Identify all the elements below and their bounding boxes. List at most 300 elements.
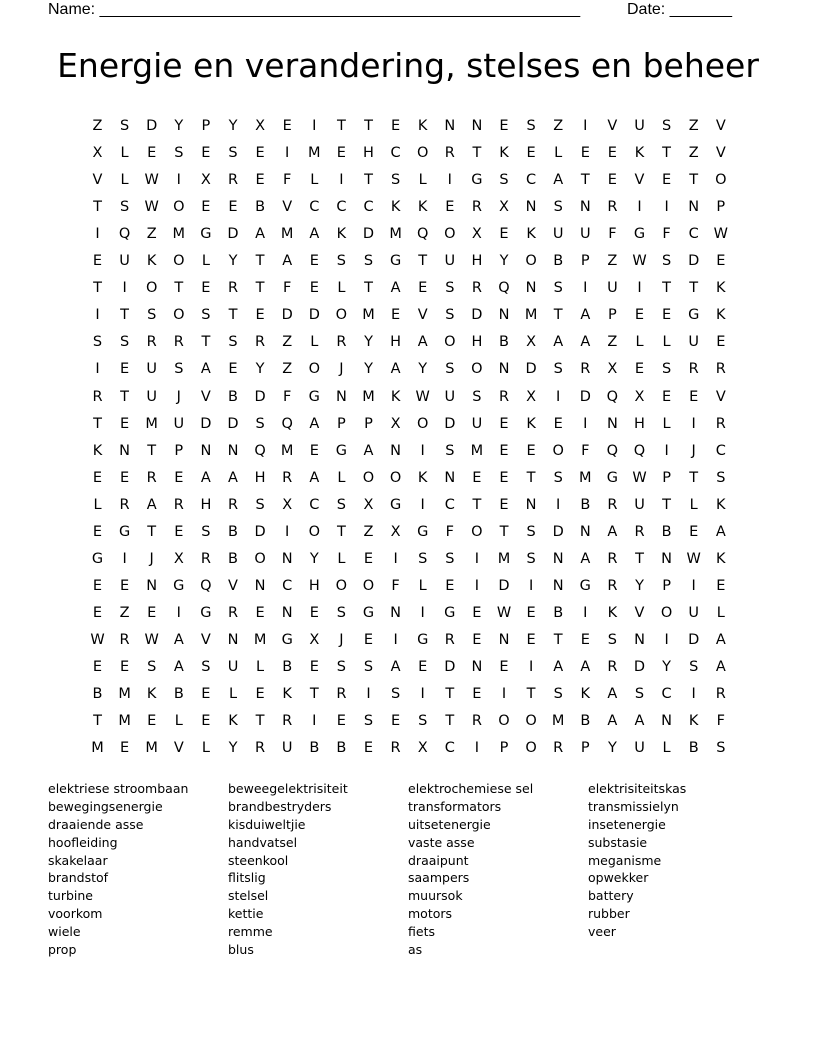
grid-letter: L bbox=[201, 740, 210, 757]
word-item: battery bbox=[588, 888, 634, 904]
grid-row bbox=[84, 492, 734, 519]
word-column bbox=[408, 780, 588, 959]
grid-letter: I bbox=[583, 604, 588, 621]
grid-letter: L bbox=[201, 253, 210, 270]
grid-letter: E bbox=[336, 713, 346, 730]
grid-letter: E bbox=[255, 172, 265, 189]
grid-letter: R bbox=[146, 469, 157, 486]
grid-letter: S bbox=[336, 496, 346, 513]
grid-letter: O bbox=[444, 226, 456, 243]
grid-letter: E bbox=[309, 659, 319, 675]
grid-letter: E bbox=[174, 469, 184, 486]
grid-letter: L bbox=[228, 686, 238, 703]
grid-letter: S bbox=[553, 280, 563, 297]
grid-letter: F bbox=[283, 280, 292, 297]
word-item: insetenergie bbox=[588, 816, 666, 832]
grid-letter: I bbox=[474, 577, 480, 594]
grid-letter: E bbox=[634, 307, 645, 324]
grid-letter: E bbox=[662, 172, 672, 189]
grid-letter: E bbox=[580, 631, 590, 648]
grid-letter: S bbox=[716, 469, 726, 486]
grid-letter: I bbox=[95, 226, 100, 243]
grid-letter: D bbox=[227, 226, 239, 243]
grid-letter: X bbox=[526, 388, 537, 405]
grid-letter: U bbox=[552, 226, 564, 243]
grid-row bbox=[84, 194, 734, 221]
grid-letter: P bbox=[580, 253, 590, 270]
word-item: turbine bbox=[48, 888, 93, 904]
grid-letter: B bbox=[580, 713, 591, 730]
grid-letter: O bbox=[660, 604, 673, 621]
grid-letter: D bbox=[444, 659, 456, 675]
word-item: bewegingsenergie bbox=[48, 798, 163, 814]
grid-letter: S bbox=[119, 334, 130, 351]
grid-letter: L bbox=[337, 550, 346, 567]
grid-letter: E bbox=[92, 577, 103, 594]
grid-letter: I bbox=[420, 442, 425, 459]
grid-letter: E bbox=[147, 604, 157, 621]
grid-letter: Z bbox=[92, 118, 103, 134]
grid-letter: B bbox=[228, 523, 238, 540]
grid-letter: Q bbox=[498, 280, 510, 297]
word-column bbox=[588, 780, 768, 941]
grid-letter: E bbox=[716, 334, 726, 351]
grid-letter: M bbox=[524, 307, 538, 324]
grid-letter: I bbox=[664, 442, 669, 459]
grid-letter: T bbox=[553, 307, 563, 324]
word-item: rubber bbox=[588, 906, 630, 922]
grid-letter: Y bbox=[499, 253, 509, 270]
grid-letter: A bbox=[715, 659, 726, 675]
grid-letter: A bbox=[309, 226, 320, 243]
grid-letter: R bbox=[607, 659, 618, 675]
grid-letter: I bbox=[312, 118, 317, 134]
grid-letter: D bbox=[200, 415, 212, 432]
word-item: motors bbox=[408, 906, 453, 922]
word-item: draaipunt bbox=[408, 852, 469, 868]
grid-letter: N bbox=[119, 442, 131, 459]
grid-letter: K bbox=[688, 713, 699, 730]
grid-letter: E bbox=[92, 659, 103, 675]
grid-letter: R bbox=[607, 199, 618, 216]
grid-letter: E bbox=[580, 145, 590, 162]
grid-letter: T bbox=[147, 523, 157, 540]
grid-letter: O bbox=[498, 713, 510, 730]
grid-letter: C bbox=[363, 199, 374, 216]
grid-letter: Z bbox=[688, 118, 699, 134]
grid-letter: R bbox=[200, 550, 211, 567]
grid-letter: Y bbox=[174, 118, 184, 134]
grid-letter: G bbox=[444, 604, 456, 621]
word-item: transmissielyn bbox=[588, 798, 679, 814]
grid-letter: E bbox=[472, 604, 482, 621]
grid-letter: G bbox=[471, 172, 483, 189]
grid-letter: O bbox=[525, 740, 537, 757]
grid-letter: S bbox=[634, 686, 645, 703]
grid-letter: B bbox=[553, 253, 564, 270]
grid-letter: G bbox=[200, 604, 212, 621]
grid-letter: E bbox=[499, 442, 509, 459]
grid-letter: T bbox=[255, 713, 265, 730]
grid-row bbox=[84, 302, 734, 329]
grid-letter: P bbox=[499, 740, 509, 757]
grid-letter: G bbox=[200, 226, 212, 243]
grid-letter: W bbox=[144, 631, 159, 648]
date-field-label: Date: _______ bbox=[627, 1, 732, 18]
grid-letter: I bbox=[95, 361, 100, 378]
grid-letter: E bbox=[472, 631, 482, 648]
grid-letter: U bbox=[579, 226, 591, 243]
grid-letter: O bbox=[173, 307, 185, 324]
grid-letter: U bbox=[634, 118, 645, 134]
grid-letter: C bbox=[309, 199, 320, 216]
grid-letter: R bbox=[688, 361, 699, 378]
grid-letter: Z bbox=[553, 118, 564, 134]
grid-letter: L bbox=[418, 577, 427, 594]
grid-letter: Q bbox=[606, 388, 619, 405]
grid-letter: O bbox=[173, 199, 185, 216]
grid-letter: C bbox=[688, 226, 699, 243]
grid-letter: Q bbox=[633, 442, 646, 459]
grid-letter: D bbox=[254, 388, 266, 405]
grid-letter: M bbox=[91, 740, 104, 757]
grid-letter: R bbox=[92, 388, 103, 405]
grid-letter: V bbox=[715, 145, 726, 162]
grid-letter: M bbox=[280, 442, 294, 459]
grid-letter: T bbox=[445, 713, 455, 730]
grid-letter: H bbox=[254, 469, 266, 486]
grid-letter: Q bbox=[416, 226, 429, 243]
grid-letter: O bbox=[362, 469, 375, 486]
word-item: substasie bbox=[588, 834, 648, 850]
grid-letter: Z bbox=[282, 334, 293, 351]
grid-letter: Z bbox=[146, 226, 157, 243]
grid-letter: E bbox=[499, 659, 509, 675]
grid-letter: V bbox=[634, 172, 645, 189]
grid-letter: V bbox=[200, 631, 211, 648]
word-item: veer bbox=[588, 924, 616, 940]
grid-letter: L bbox=[256, 659, 265, 675]
grid-letter: E bbox=[336, 145, 346, 162]
grid-letter: O bbox=[145, 280, 158, 297]
grid-letter: X bbox=[255, 118, 266, 134]
grid-letter: F bbox=[608, 226, 617, 243]
grid-letter: M bbox=[551, 713, 565, 730]
grid-letter: E bbox=[201, 145, 211, 162]
grid-letter: C bbox=[526, 172, 537, 189]
grid-letter: K bbox=[336, 226, 347, 243]
grid-letter: L bbox=[554, 145, 563, 162]
word-item: kisduiweltjie bbox=[228, 816, 306, 832]
grid-letter: P bbox=[364, 415, 373, 432]
grid-letter: E bbox=[201, 713, 211, 730]
grid-letter: N bbox=[390, 442, 402, 459]
grid-letter: N bbox=[552, 550, 564, 567]
grid-letter: G bbox=[308, 388, 320, 405]
grid-row bbox=[84, 411, 734, 438]
grid-letter: S bbox=[363, 713, 374, 730]
grid-letter: I bbox=[556, 388, 561, 405]
grid-letter: I bbox=[583, 415, 588, 432]
grid-letter: I bbox=[528, 659, 534, 675]
grid-letter: N bbox=[498, 307, 510, 324]
grid-letter: S bbox=[418, 550, 428, 567]
word-item: wiele bbox=[48, 924, 81, 940]
grid-letter: T bbox=[526, 686, 536, 703]
grid-letter: E bbox=[716, 577, 726, 594]
grid-letter: R bbox=[336, 686, 347, 703]
grid-letter: L bbox=[662, 415, 671, 432]
grid-letter: R bbox=[444, 631, 455, 648]
grid-letter: E bbox=[309, 442, 319, 459]
grid-letter: A bbox=[200, 361, 211, 378]
grid-letter: E bbox=[391, 713, 401, 730]
grid-letter: K bbox=[417, 199, 428, 216]
grid-letter: R bbox=[715, 415, 726, 432]
grid-letter: T bbox=[580, 172, 590, 189]
grid-letter: T bbox=[93, 415, 102, 432]
grid-letter: E bbox=[716, 253, 726, 270]
grid-letter: G bbox=[91, 550, 104, 567]
grid-letter: N bbox=[552, 577, 564, 594]
grid-letter: D bbox=[633, 659, 646, 675]
grid-letter: P bbox=[580, 740, 590, 757]
grid-letter: G bbox=[417, 523, 429, 540]
grid-letter: A bbox=[309, 469, 320, 486]
grid-letter: I bbox=[691, 415, 696, 432]
grid-letter: O bbox=[552, 442, 564, 459]
grid-letter: X bbox=[607, 361, 618, 378]
grid-letter: W bbox=[496, 604, 512, 621]
word-item: blus bbox=[228, 942, 254, 958]
grid-letter: T bbox=[93, 713, 102, 730]
grid-letter: R bbox=[607, 550, 618, 567]
word-item: stelsel bbox=[228, 888, 269, 904]
grid-letter: S bbox=[553, 469, 563, 486]
grid-letter: N bbox=[471, 659, 483, 675]
grid-letter: F bbox=[283, 388, 292, 405]
grid-letter: I bbox=[583, 280, 588, 297]
grid-letter: K bbox=[499, 145, 509, 162]
grid-letter: S bbox=[147, 307, 157, 324]
grid-letter: O bbox=[715, 172, 727, 189]
grid-letter: E bbox=[662, 307, 672, 324]
grid-letter: T bbox=[635, 550, 644, 567]
grid-letter: I bbox=[501, 686, 507, 703]
grid-letter: L bbox=[716, 604, 725, 621]
word-item: hoofleiding bbox=[48, 834, 118, 850]
grid-letter: E bbox=[472, 469, 482, 486]
grid-letter: E bbox=[499, 469, 509, 486]
grid-letter: U bbox=[607, 280, 618, 297]
grid-letter: T bbox=[336, 118, 346, 134]
grid-letter: I bbox=[285, 145, 290, 162]
grid-letter: S bbox=[661, 253, 672, 270]
grid-letter: S bbox=[445, 280, 455, 297]
grid-letter: T bbox=[662, 145, 672, 162]
grid-letter: A bbox=[146, 496, 157, 513]
grid-letter: E bbox=[445, 577, 455, 594]
grid-letter: N bbox=[146, 577, 158, 594]
grid-row bbox=[84, 735, 734, 762]
grid-letter: U bbox=[634, 740, 645, 757]
grid-letter: E bbox=[553, 415, 563, 432]
grid-row bbox=[84, 140, 734, 167]
grid-letter: G bbox=[281, 631, 293, 648]
grid-letter: B bbox=[661, 523, 672, 540]
grid-letter: E bbox=[282, 118, 292, 134]
word-item: vaste asse bbox=[408, 834, 475, 850]
grid-letter: R bbox=[471, 199, 482, 216]
grid-letter: S bbox=[607, 631, 617, 648]
grid-letter: G bbox=[118, 523, 131, 540]
grid-letter: E bbox=[255, 604, 265, 621]
grid-letter: A bbox=[580, 550, 591, 567]
grid-letter: A bbox=[390, 659, 401, 675]
grid-letter: E bbox=[255, 145, 265, 162]
grid-letter: E bbox=[201, 199, 211, 216]
word-item: steenkool bbox=[228, 852, 289, 868]
grid-letter: T bbox=[499, 523, 509, 540]
grid-letter: S bbox=[526, 118, 536, 134]
grid-letter: Z bbox=[363, 523, 374, 540]
grid-letter: E bbox=[228, 199, 238, 216]
grid-letter: I bbox=[637, 280, 642, 297]
grid-letter: L bbox=[174, 713, 183, 730]
grid-letter: K bbox=[580, 686, 591, 703]
grid-row bbox=[84, 438, 734, 465]
grid-letter: R bbox=[282, 713, 293, 730]
grid-letter: S bbox=[363, 659, 374, 675]
grid-letter: I bbox=[664, 199, 669, 216]
grid-letter: G bbox=[335, 442, 348, 459]
grid-letter: I bbox=[474, 550, 480, 567]
word-item: prop bbox=[48, 942, 77, 958]
grid-letter: R bbox=[119, 631, 130, 648]
grid-letter: W bbox=[90, 631, 105, 648]
grid-letter: F bbox=[662, 226, 671, 243]
grid-letter: R bbox=[227, 604, 239, 621]
grid-letter: K bbox=[526, 226, 536, 243]
grid-letter: H bbox=[390, 334, 402, 351]
grid-letter: O bbox=[389, 469, 402, 486]
grid-letter: A bbox=[607, 713, 618, 730]
grid-letter: V bbox=[634, 604, 645, 621]
word-item: kettie bbox=[228, 906, 264, 922]
grid-letter: P bbox=[608, 307, 617, 324]
grid-letter: L bbox=[310, 334, 319, 351]
grid-letter: E bbox=[391, 307, 401, 324]
grid-letter: H bbox=[200, 496, 212, 513]
grid-letter: S bbox=[119, 199, 130, 216]
grid-letter: X bbox=[309, 631, 320, 648]
grid-letter: I bbox=[420, 604, 425, 621]
grid-letter: R bbox=[255, 334, 266, 351]
grid-letter: L bbox=[662, 334, 671, 351]
grid-letter: E bbox=[309, 604, 319, 621]
grid-letter: K bbox=[390, 199, 401, 216]
grid-letter: Z bbox=[119, 604, 130, 621]
grid-letter: T bbox=[364, 118, 373, 134]
grid-row bbox=[84, 573, 734, 600]
grid-letter: N bbox=[661, 550, 673, 567]
grid-letter: B bbox=[92, 686, 103, 703]
grid-letter: X bbox=[471, 226, 482, 243]
grid-letter: N bbox=[606, 415, 618, 432]
grid-letter: U bbox=[444, 253, 456, 270]
grid-row bbox=[84, 384, 734, 411]
grid-letter: R bbox=[607, 577, 618, 594]
grid-letter: X bbox=[363, 496, 374, 513]
grid-letter: K bbox=[417, 469, 428, 486]
grid-letter: E bbox=[228, 361, 238, 378]
grid-letter: A bbox=[228, 469, 238, 486]
grid-letter: A bbox=[173, 631, 184, 648]
grid-letter: S bbox=[526, 523, 536, 540]
grid-letter: M bbox=[362, 307, 375, 324]
grid-letter: Z bbox=[607, 253, 618, 270]
grid-letter: R bbox=[607, 496, 618, 513]
grid-letter: E bbox=[201, 280, 211, 297]
grid-letter: A bbox=[580, 307, 591, 324]
grid-letter: E bbox=[120, 577, 130, 594]
grid-letter: I bbox=[176, 604, 181, 621]
grid-letter: G bbox=[362, 604, 375, 621]
word-item: brandbestryders bbox=[228, 798, 332, 814]
grid-letter: B bbox=[309, 740, 320, 757]
grid-letter: S bbox=[92, 334, 103, 351]
grid-letter: W bbox=[713, 226, 728, 243]
grid-letter: T bbox=[255, 280, 265, 297]
grid-letter: E bbox=[92, 253, 103, 270]
grid-letter: V bbox=[282, 199, 293, 216]
grid-letter: I bbox=[122, 550, 127, 567]
grid-letter: U bbox=[227, 659, 239, 675]
grid-letter: U bbox=[173, 415, 185, 432]
grid-letter: P bbox=[174, 442, 184, 459]
grid-letter: C bbox=[715, 442, 726, 459]
grid-letter: K bbox=[607, 604, 618, 621]
grid-letter: O bbox=[471, 523, 483, 540]
grid-letter: B bbox=[580, 496, 591, 513]
grid-letter: G bbox=[606, 469, 619, 486]
grid-letter: M bbox=[253, 631, 267, 648]
grid-letter: V bbox=[715, 388, 726, 405]
grid-letter: L bbox=[418, 172, 427, 189]
grid-letter: A bbox=[200, 469, 211, 486]
grid-letter: O bbox=[416, 145, 429, 162]
grid-letter: O bbox=[444, 334, 456, 351]
grid-row bbox=[84, 681, 734, 708]
word-item: elektrochemiese sel bbox=[408, 781, 534, 796]
grid-letter: P bbox=[662, 469, 671, 486]
grid-letter: X bbox=[200, 172, 211, 189]
grid-letter: L bbox=[93, 496, 102, 513]
grid-letter: U bbox=[146, 361, 157, 378]
grid-letter: N bbox=[281, 550, 293, 567]
grid-letter: L bbox=[337, 280, 346, 297]
grid-letter: D bbox=[444, 415, 456, 432]
grid-letter: N bbox=[444, 118, 456, 134]
grid-letter: D bbox=[498, 577, 510, 594]
grid-letter: Y bbox=[662, 659, 672, 675]
grid-letter: O bbox=[308, 523, 320, 540]
word-item: flitslig bbox=[228, 870, 266, 886]
word-item: beweegelektrisiteit bbox=[228, 781, 348, 796]
word-list bbox=[48, 780, 788, 970]
grid-letter: S bbox=[661, 361, 672, 378]
grid-letter: S bbox=[553, 686, 563, 703]
